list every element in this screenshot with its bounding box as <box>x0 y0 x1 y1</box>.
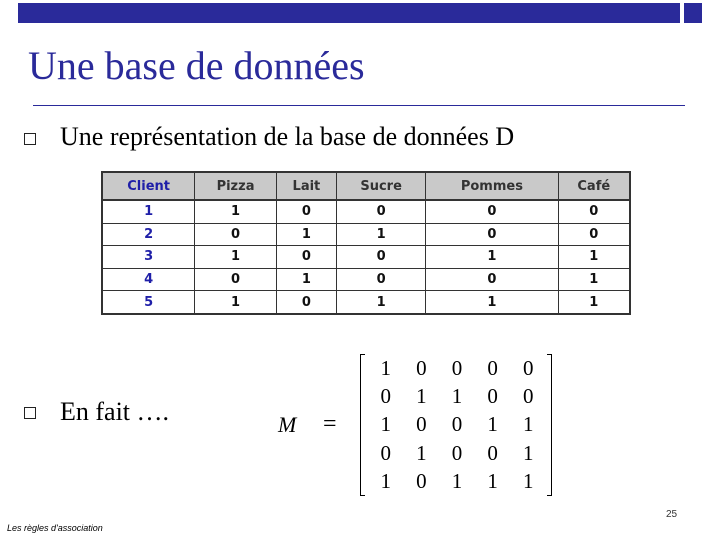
matrix-cell: 1 <box>487 412 498 437</box>
table-cell: 1 <box>195 291 277 314</box>
footer-text: Les règles d'association <box>7 523 103 533</box>
table-cell: 0 <box>195 223 277 246</box>
table-cell: 3 <box>102 246 195 269</box>
table-cell: 5 <box>102 291 195 314</box>
table-header-row <box>102 172 630 200</box>
bullet-text-1: Une représentation de la base de données D <box>60 122 515 151</box>
table-cell: 1 <box>337 291 426 314</box>
table-cell: 0 <box>337 246 426 269</box>
matrix-cell: 0 <box>416 355 427 380</box>
matrix-cell: 0 <box>522 384 534 409</box>
matrix-cell: 1 <box>522 412 534 437</box>
matrix-cell: 1 <box>380 412 392 437</box>
matrix-cell: 0 <box>416 412 427 437</box>
table-cell: 1 <box>276 268 336 291</box>
table-cell: 1 <box>558 291 630 314</box>
table-cell: 0 <box>337 268 426 291</box>
matrix-left-bracket <box>360 354 365 496</box>
table-row <box>102 268 630 291</box>
column-header: Client <box>102 172 195 200</box>
table-cell: 1 <box>276 223 336 246</box>
matrix-cell: 0 <box>416 469 427 494</box>
table-cell: 1 <box>195 246 277 269</box>
matrix-cell: 0 <box>522 355 534 380</box>
matrix-cell: 1 <box>451 469 463 494</box>
matrix-grid <box>368 354 546 496</box>
bullet-square-icon <box>24 133 36 145</box>
table-cell: 0 <box>558 200 630 223</box>
column-header: Pommes <box>426 172 558 200</box>
matrix-cell: 0 <box>451 440 463 465</box>
matrix-cell: 1 <box>487 469 498 494</box>
table-cell: 2 <box>102 223 195 246</box>
table-row <box>102 246 630 269</box>
table-cell: 1 <box>426 246 558 269</box>
table-cell: 0 <box>337 200 426 223</box>
matrix-cell: 0 <box>487 440 498 465</box>
matrix-cell: 0 <box>380 384 392 409</box>
table-cell: 0 <box>558 223 630 246</box>
matrix-cell: 0 <box>380 440 392 465</box>
matrix-cell: 1 <box>380 469 392 494</box>
table-row <box>102 200 630 223</box>
matrix <box>360 354 552 496</box>
table-cell: 0 <box>426 268 558 291</box>
table-row <box>102 291 630 314</box>
column-header: Café <box>558 172 630 200</box>
matrix-cell: 1 <box>522 469 534 494</box>
table-cell: 0 <box>426 223 558 246</box>
matrix-cell: 0 <box>487 355 498 380</box>
table-cell: 0 <box>276 246 336 269</box>
table-cell: 4 <box>102 268 195 291</box>
table-cell: 0 <box>195 268 277 291</box>
matrix-cell: 0 <box>451 412 463 437</box>
column-header: Pizza <box>195 172 277 200</box>
slide-title: Une base de données <box>28 43 365 88</box>
header-corner-square <box>684 3 702 23</box>
column-header: Lait <box>276 172 336 200</box>
bullet-text-2: En fait …. <box>60 397 170 426</box>
matrix-cell: 1 <box>522 440 534 465</box>
table-cell: 1 <box>102 200 195 223</box>
table-cell: 0 <box>276 200 336 223</box>
table-cell: 0 <box>426 200 558 223</box>
matrix-cell: 1 <box>451 384 463 409</box>
matrix-cell: 0 <box>487 384 498 409</box>
matrix-cell: 1 <box>380 355 392 380</box>
table-cell: 1 <box>558 268 630 291</box>
table-cell: 1 <box>195 200 277 223</box>
table-cell: 1 <box>426 291 558 314</box>
matrix-label: M <box>278 412 297 437</box>
matrix-cell: 0 <box>451 355 463 380</box>
column-header: Sucre <box>337 172 426 200</box>
table-cell: 1 <box>558 246 630 269</box>
page-number: 25 <box>666 509 678 520</box>
table-cell: 1 <box>337 223 426 246</box>
matrix-right-bracket <box>547 354 552 496</box>
table-row <box>102 223 630 246</box>
table-cell: 0 <box>276 291 336 314</box>
database-table <box>101 171 631 315</box>
bullet-square-icon <box>24 407 36 419</box>
header-bar <box>18 3 680 23</box>
title-divider <box>33 105 685 106</box>
matrix-cell: 1 <box>416 384 427 409</box>
equals-sign: = <box>323 411 337 437</box>
matrix-cell: 1 <box>416 440 427 465</box>
